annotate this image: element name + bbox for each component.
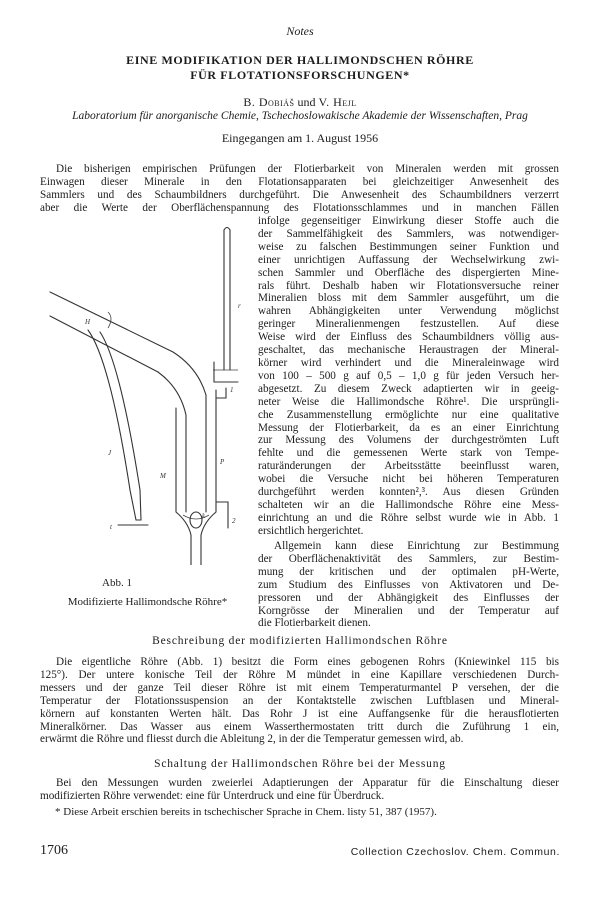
received-date: Eingegangen am 1. August 1956 [221, 131, 379, 145]
section1-line: Die eigentliche Röhre (Abb. 1) besitzt die Form eines gebogenen Rohrs (Kniewinkel 115 bis [56, 656, 559, 668]
figure-hallimond-tube [48, 220, 253, 565]
label-J: J [108, 449, 112, 457]
collector-inner [100, 332, 140, 490]
section1-line: erwärmt die Röhre und fliesst durch die Ableitung 2, in der die Temperatur gemessen wird, ab. [40, 733, 464, 746]
author-1: B. Dobiáš [243, 95, 295, 109]
author-connector: und [297, 95, 316, 109]
section1-line: 125°). Der untere konische Teil der Röhre M mündet in eine Kapillare verschiedenen Durch- [40, 668, 559, 681]
section2-line: Bei den Messungen wurden zweierlei Adaptierungen der Apparatur für die Einschaltung dieser [56, 777, 559, 789]
column-line: raturänderungen der Arbeitsstätte beeinflusst waren, [258, 460, 559, 473]
column-line: wahren Abhängigkeiten unter Verwendung möglichst [258, 305, 559, 318]
collector-bottom [130, 490, 141, 520]
intro-line: Sammlers und des Schaumbildners durchgeführt. Die Anwesenheit des Schaumbildners verzerrt [40, 188, 559, 201]
column-line: Mineralien bloss mit dem Sammler ausgeführt, um die [258, 292, 559, 305]
label-P: P [220, 458, 225, 466]
journal-name: Collection Czechoslov. Chem. Commun. [350, 846, 560, 858]
column-line: einer unrichtigen Auffassung der Wechselwirkung zwi- [258, 253, 559, 266]
column-line: ersichtlich hergerichtet. [258, 524, 364, 537]
column-line: Allgemein kann diese Einrichtung zur Bestimmung [274, 540, 559, 552]
column-line: von 100 – 500 g auf 0,5 – 1,0 g für jeden Versuch her- [258, 369, 559, 382]
inlet-1 [216, 388, 226, 398]
column-paragraph-1 [258, 215, 559, 538]
label-t: t [110, 523, 112, 531]
column-line: der Oberflächenaktivität des Sammlers, zur Bestim- [258, 552, 559, 565]
section-heading-measurement: Schaltung der Hallimondschen Röhre bei der Messung [154, 758, 446, 770]
authors [0, 95, 600, 110]
column-line: wobei die Versuche nicht bei höheren Temperaturen [258, 473, 559, 486]
column-paragraph-2 [258, 540, 559, 630]
page-number: 1706 [40, 843, 68, 858]
label-M: M [160, 472, 166, 480]
section1-line: Temperatur der Flotationssuspension an der Kontaktstelle zwischen Luftblasen und Mineral- [40, 694, 559, 707]
column-line: körner wird verhindert und die Mineraleinwage wird [258, 356, 559, 369]
intro-line: aber die Werte der Oberflächenspannung des Flotationsschlammes und in manchen Fällen [40, 201, 559, 214]
column-line: che Zusammenstellung ermöglichte nur eine qualitative [258, 408, 559, 421]
column-line: abgesetzt. Zu diesem Zweck adaptierten wir in geeig- [258, 382, 559, 395]
column-line: geschaltet, das mechanische Heraustragen der Mineral- [258, 344, 559, 357]
affiliation: Laboratorium für anorganische Chemie, Tschechoslowakische Akademie der Wissenschaften, Prag [72, 110, 528, 122]
arm-outer-lower [50, 316, 158, 372]
column-line: fehlte und die gemessenen Werte stark von Tempe- [258, 447, 559, 460]
column-line: pressoren und der Abhängigkeit des Einflusses der [258, 591, 559, 604]
column-line: einrichtung an und die Röhre selbst wurde wie in Abb. 1 [258, 511, 559, 524]
column-line: Messung der Flotierbarkeit, da es an einer Einrichtung [258, 421, 559, 434]
section2-line: modifizierten Röhre verwendet: eine für Unterdruck und eine für Überdruck. [40, 789, 385, 802]
label-k: k [202, 512, 206, 520]
stopcock-k [190, 512, 202, 528]
section-measurement-paragraph [40, 777, 559, 803]
section1-line: messers und der ganze Teil dieser Röhre ist mit einem Temperaturmantel P versehen, der die [40, 681, 559, 694]
footnote: * Diese Arbeit erschien bereits in tschechischer Sprache in Chem. listy 51, 387 (1957). [55, 806, 437, 818]
label-1: 1 [230, 386, 234, 394]
section1-line: Mineralkörner. Das Wasser aus einem Wasserthermostaten tritt durch die Zuführung 1 ein, [40, 720, 559, 733]
column-line: Weise wird der Einfluss des Schaumbildners völlig aus- [258, 331, 559, 344]
section1-line: körnern auf konstanten Werten hält. Das Rohr J ist eine Auffangsenke für die herausflotierten [40, 707, 559, 720]
figure-caption: Modifizierte Hallimondsche Röhre* [67, 596, 228, 608]
article-title-line-1: EINE MODIFIKATION DER HALLIMONDSCHEN RÖHRE [126, 53, 474, 67]
column-line: schen Sammler und Oberfläche des dispergierten Mine- [258, 266, 559, 279]
article-title-line-2: FÜR FLOTATIONSFORSCHUNGEN* [190, 68, 410, 82]
side-tube-top [224, 228, 230, 231]
column-line: geringer Mineralienmengen festzustellen. Auf diese [258, 318, 559, 331]
column-line: weise zu falschen Bestimmungen seiner Funktion und [258, 240, 559, 253]
side-tube-joint [214, 362, 238, 382]
column-line: rals führt. Deshalb haben wir Flotationsversuche reiner [258, 279, 559, 292]
column-line: durchgeführt werden konnten²,³. Aus diesen Gründen [258, 486, 559, 499]
column-line: Korngrösse der Mineralien und der Temperatur auf [258, 604, 559, 617]
label-2: 2 [232, 517, 236, 525]
column-line: der Sammelfähigkeit des Sammlers, was notwendiger- [258, 227, 559, 240]
arm-outer-upper [50, 292, 173, 352]
label-H: H [85, 318, 91, 326]
column-line: die Flotierbarkeit dienen. [258, 617, 371, 630]
tube-diagram [48, 220, 253, 565]
column-line: schalteten wir an die Hallimondsche Röhre eine Mess- [258, 498, 559, 511]
section-heading-description: Beschreibung der modifizierten Hallimondschen Röhre [152, 635, 448, 647]
column-line: zur Messung des Volumens der durchgeströmten Luft [258, 434, 559, 447]
knee-outer [173, 352, 206, 395]
outlet-2 [216, 502, 228, 528]
intro-line: Die bisherigen empirischen Prüfungen der Flotierbarkeit von Mineralen werden mit grossen [56, 163, 559, 175]
section-description-paragraph [40, 656, 559, 746]
cone-left [176, 512, 191, 565]
column-line: mung der kritischen und der optimalen pH-Werte, [258, 565, 559, 578]
running-head: Notes [286, 24, 314, 38]
label-r: r [238, 302, 241, 310]
column-line: infolge gegenseitiger Einwirkung dieser Stoffe auch die [258, 215, 559, 227]
knee-inner [158, 372, 186, 415]
intro-paragraph [40, 163, 559, 215]
intro-line: Einwagen dieser Minerale in den Flotationsapparaten bei gleichzeitiger Anwesenheit des [40, 175, 559, 188]
column-line: neter Weise die Hallimondsche Röhre¹. Die ursprüngli- [258, 395, 559, 408]
author-2: V. Hejl [318, 95, 357, 109]
figure-label: Abb. 1 [102, 577, 132, 589]
column-line: zum Studium des Einflusses von Aktivatoren und De- [258, 578, 559, 591]
